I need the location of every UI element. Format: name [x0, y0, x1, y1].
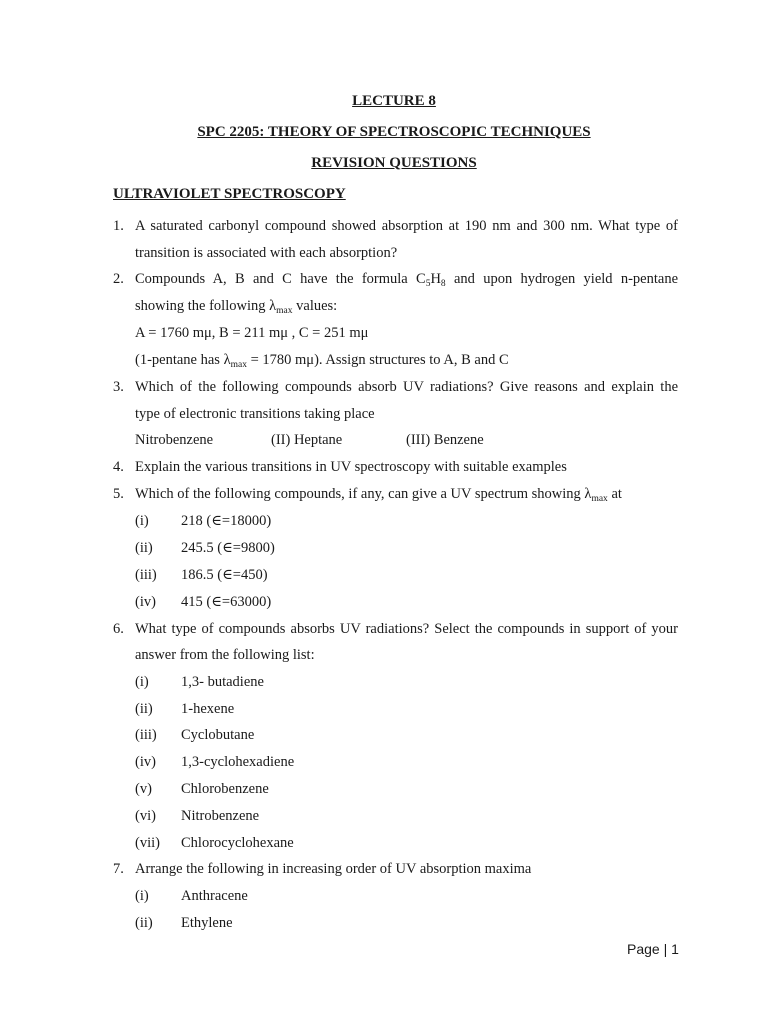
list-item-text: Anthracene [181, 888, 248, 904]
section-heading: ULTRAVIOLET SPECTROSCOPY [113, 186, 346, 202]
list-item-text: 218 (∈=18000) [181, 513, 272, 529]
question-text: Which of the following compounds absorb UV radiations? Give reasons and explain the [135, 379, 678, 395]
course-heading: SPC 2205: THEORY OF SPECTROSCOPIC TECHNIQUES [197, 124, 591, 140]
question-number: 6. [113, 621, 124, 637]
list-item-label: (ii) [135, 540, 153, 556]
lecture-heading: LECTURE 8 [352, 93, 436, 109]
list-item-label: (i) [135, 674, 149, 690]
list-item-text: 1-hexene [181, 701, 235, 717]
question-text: showing the following $\lambda_{max}$ values: [135, 298, 338, 316]
question-text: A saturated carbonyl compound showed absorption at 190 nm and 300 nm. What type of [135, 218, 678, 234]
list-item-text: Chlorocyclohexane [181, 835, 294, 851]
list-item-text: 186.5 (∈=450) [181, 567, 268, 583]
question-text: answer from the following list: [135, 647, 315, 663]
option-text: (III) Benzene [406, 432, 484, 448]
question-number: 4. [113, 459, 124, 475]
list-item-text: Ethylene [181, 915, 233, 931]
list-item-text: 1,3-cyclohexadiene [181, 754, 295, 770]
question-number: 5. [113, 486, 124, 502]
list-item-text: Nitrobenzene [181, 808, 260, 824]
list-item-text: 245.5 (∈=9800) [181, 540, 275, 556]
option-text: Nitrobenzene [135, 432, 214, 448]
list-item-label: (iv) [135, 594, 156, 610]
question-text: (1-pentane has $\lambda_{max} = 1780$ mμ). Assign structures to A, B and C [135, 352, 509, 370]
list-item-text: Chlorobenzene [181, 781, 269, 797]
option-text: (II) Heptane [271, 432, 343, 448]
question-text: transition is associated with each absorption? [135, 245, 398, 261]
list-item-label: (i) [135, 513, 149, 529]
list-item-label: (ii) [135, 915, 153, 931]
question-text: Arrange the following in increasing order of UV absorption maxima [135, 861, 532, 877]
list-item-label: (vii) [135, 835, 160, 851]
question-number: 3. [113, 379, 124, 395]
question-text: Which of the following compounds, if any, can give a UV spectrum showing $\lambda_{max}$ at [135, 486, 622, 504]
page-number: Page | 1 [627, 941, 679, 957]
question-number: 1. [113, 218, 124, 234]
list-item-label: (vi) [135, 808, 156, 824]
question-text: What type of compounds absorbs UV radiations? Select the compounds in support of your [135, 621, 678, 637]
question-number: 2. [113, 271, 124, 287]
list-item-text: 415 (∈=63000) [181, 594, 272, 610]
list-item-text: 1,3- butadiene [181, 674, 264, 690]
list-item-label: (i) [135, 888, 149, 904]
list-item-label: (iii) [135, 727, 157, 743]
question-number: 7. [113, 861, 124, 877]
revision-heading: REVISION QUESTIONS [311, 155, 477, 171]
list-item-text: Cyclobutane [181, 727, 255, 743]
list-item-label: (ii) [135, 701, 153, 717]
question-text: A = 1760 mμ, B = 211 mμ , C = 251 mμ [135, 325, 369, 341]
question-text: type of electronic transitions taking place [135, 406, 375, 422]
list-item-label: (v) [135, 781, 152, 797]
question-text: Compounds A, B and C have the formula $C_5H_8$ and upon hydrogen yield n-pentane [135, 271, 679, 289]
list-item-label: (iv) [135, 754, 156, 770]
list-item-label: (iii) [135, 567, 157, 583]
question-text: Explain the various transitions in UV spectroscopy with suitable examples [135, 459, 567, 475]
